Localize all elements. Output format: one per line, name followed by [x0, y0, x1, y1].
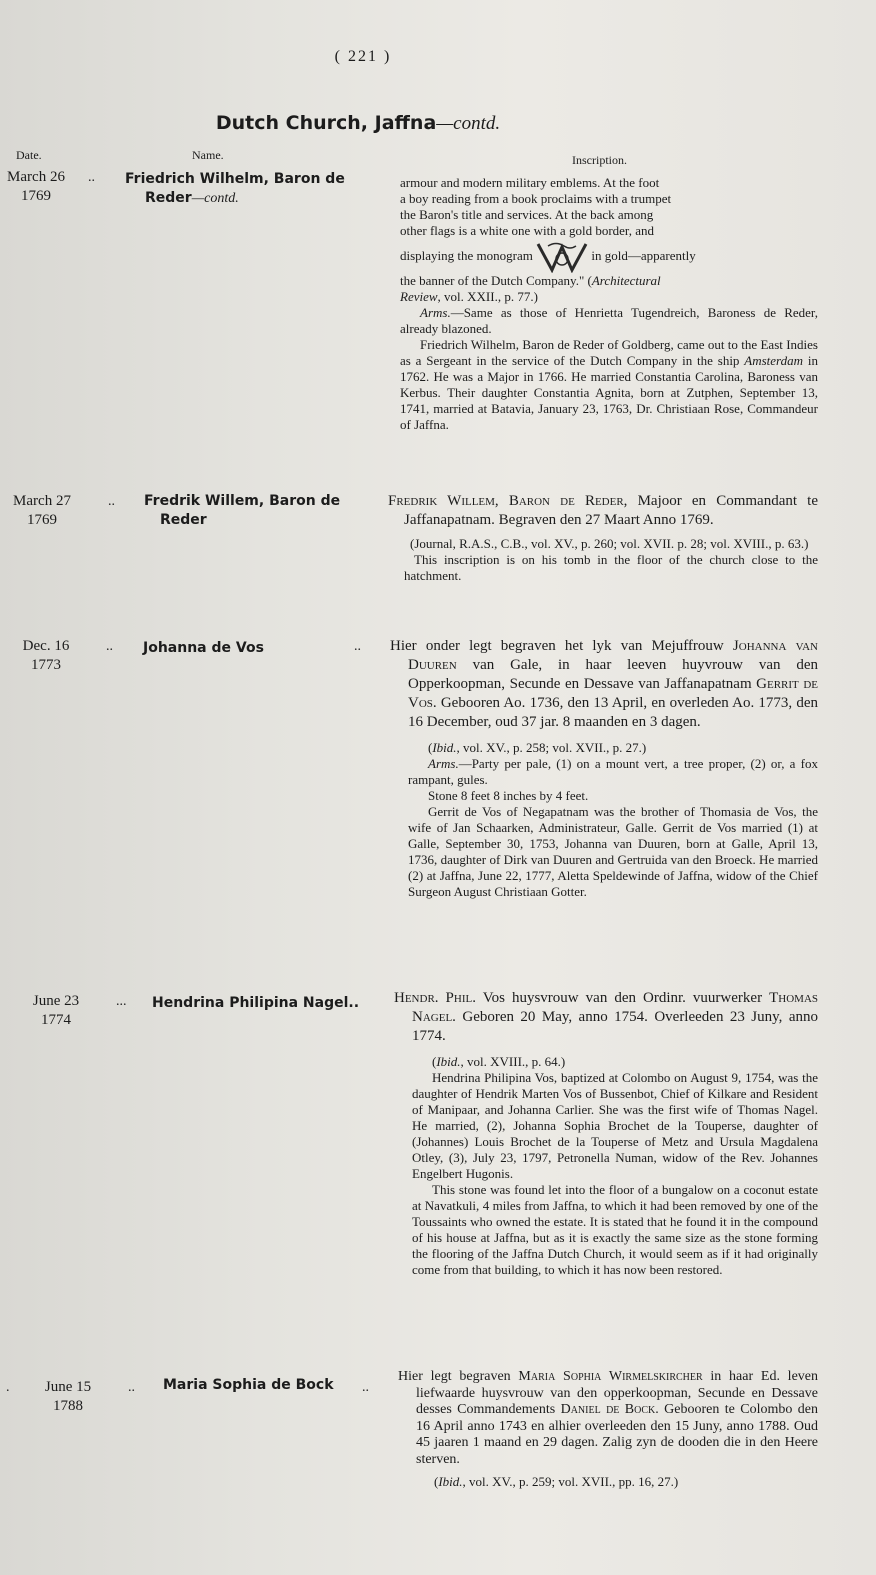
column-header-name: Name.: [192, 148, 224, 162]
entry-name: Friedrich Wilhelm, Baron de Reder—contd.: [125, 171, 345, 206]
entry-dots: ..: [362, 1380, 369, 1395]
entry-name: Maria Sophia de Bock: [163, 1377, 334, 1393]
page-heading: [0, 112, 716, 135]
entry-dots: ..: [88, 170, 95, 185]
column-header-inscription: Inscription.: [572, 153, 627, 167]
entry-dots: .: [6, 1380, 10, 1395]
entry-inscription: Hier onder legt begraven het lyk van Mejuffrouw Johanna van Duuren van Gale, in haar leeven huyvrouw van den Opperkoopman, Secunde en Dessave van Jaffanapatnam Gerrit de Vos. Gebooren Ao. 1736, den 13 April, en overleden Ao. 1773, den 16 December, oud 37 jar. 8 maanden en 3 dagen. (Ibid., vol. XV., p. 258; vol. XVII., p. 27.) Arms.—Party per pale, (1) on a mount vert, a tree proper, (2) or, a fox rampant, gules. Stone 8 feet 8 inches by 4 feet. Gerrit de Vos of Negapatnam was the brother of Thomasia de Vos, the wife of Jan Schaarken, Administrateur, Galle. Gerrit de Vos married (1) at Galle, September 30, 1753, Johanna van Duuren, born at Galle, April 13, 1736, daughter of Dirk van Duuren and Gertruida van den Broeck. He married (2) at Jaffna, June 22, 1777, Aletta Speldewinde of Jaffna, widow of the Chief Surgeon August Christiaan Gotter.: [390, 638, 818, 899]
entry-name: Hendrina Philipina Nagel..: [152, 995, 360, 1011]
monogram-voc-icon: [536, 241, 588, 273]
entry-inscription: armour and modern military emblems. At the foot a boy reading from a book proclaims with a trumpet the Baron's title and services. At the back among other flags is a white one with a gold border, and displaying the monogram in gold—apparently the banner of the Dutch Company." (Architectural Review, vol. XXII., p. 77.) Arms.—Same as those of Henrietta Tugendreich, Baroness de Reder, already blazoned. Friedrich Wilhelm, Baron de Reder of Goldberg, came out to the East Indies as a Sergeant in the service of the Dutch Company in the ship Amsterdam in 1762. He was a Major in 1766. He married Constantia Carolina, Baroness van Kerbus. Their daughter Constantia Agnita, born at Zutphen, September 13, 1741, married at Batavia, January 23, 1763, Dr. Christiaan Rose, Commandeur of Jaffna.: [400, 175, 818, 432]
entry-dots: ...: [116, 994, 127, 1009]
entry-name: Fredrik Willem, Baron de Reder: [144, 493, 341, 528]
column-header-date: Date.: [16, 148, 42, 162]
entry-dots: ..: [106, 639, 113, 654]
entry-dots: ..: [354, 639, 361, 654]
entry-dots: ..: [128, 1380, 135, 1395]
entry-name: Johanna de Vos: [143, 640, 264, 656]
entry-inscription: Hendr. Phil. Vos huysvrouw van den Ordinr. vuurwerker Thomas Nagel. Geboren 20 May, anno 1754. Overleeden 23 Juny, anno 1774. (Ibid., vol. XVIII., p. 64.) Hendrina Philipina Vos, baptized at Colombo on August 9, 1754, was the daughter of Hendrik Marten Vos of Bussenbot, Chief of Kilkare and Resident of Manipaar, and Johanna Carlier. She was the first wife of Thomas Nagel. He married, (2), Johanna Sophia Brochet de la Touperse, daughter of (Johannes) Louis Brochet de la Touperse of Metz and Ursula Magdalena Otley, (3), July 23, 1797, Petronella Numan, widow of the Rev. Johannes Engelbert Hugonis. This stone was found let into the floor of a bungalow on a coconut estate at Navatkuli, 4 miles from Jaffna, to which it had been removed by one of the Toussaints who owned the estate. It is stated that he found it in the compound of his house at Jaffna, but as it is exactly the same size as the stone forming the flooring of the Jaffna Dutch Church, it would seem as if it had originally come from that building, to which it has now been restored.: [394, 990, 819, 1277]
entry-date: March 27 1769: [13, 493, 71, 528]
entry-inscription: Hier legt begraven Maria Sophia Wirmelskircher in haar Ed. leven liefwaarde huysvrouw van den opperkoopman, Secunde en Dessave desses Commandements Daniel de Bock. Gebooren te Colombo den 16 April anno 1743 en alhier overleeden den 15 Juny, anno 1788. Oud 45 jaaren 1 maand en 29 dagen. Zalig zyn de dooden die in den Heere sterven. (Ibid., vol. XV., p. 259; vol. XVII., pp. 16, 27.): [398, 1369, 819, 1489]
entry-date: June 15 1788: [44, 1379, 92, 1414]
entry-dots: ..: [108, 494, 115, 509]
heading-title: Dutch Church, Jaffna: [215, 112, 437, 134]
page-number: ( 221 ): [334, 48, 392, 65]
heading-contd: —contd.: [436, 113, 501, 134]
entry-date: Dec. 16 1773: [22, 638, 70, 673]
entry-date: June 23 1774: [32, 993, 80, 1028]
entry-inscription: Fredrik Willem, Baron de Reder, Majoor en Commandant te Jaffanapatnam. Begraven den 27 Maart Anno 1769. (Journal, R.A.S., C.B., vol. XV., p. 260; vol. XVII. p. 28; vol. XVIII., p. 63.) This inscription is on his tomb in the floor of the church close to the hatchment.: [388, 493, 819, 583]
entry-date: March 26 1769: [7, 169, 65, 204]
